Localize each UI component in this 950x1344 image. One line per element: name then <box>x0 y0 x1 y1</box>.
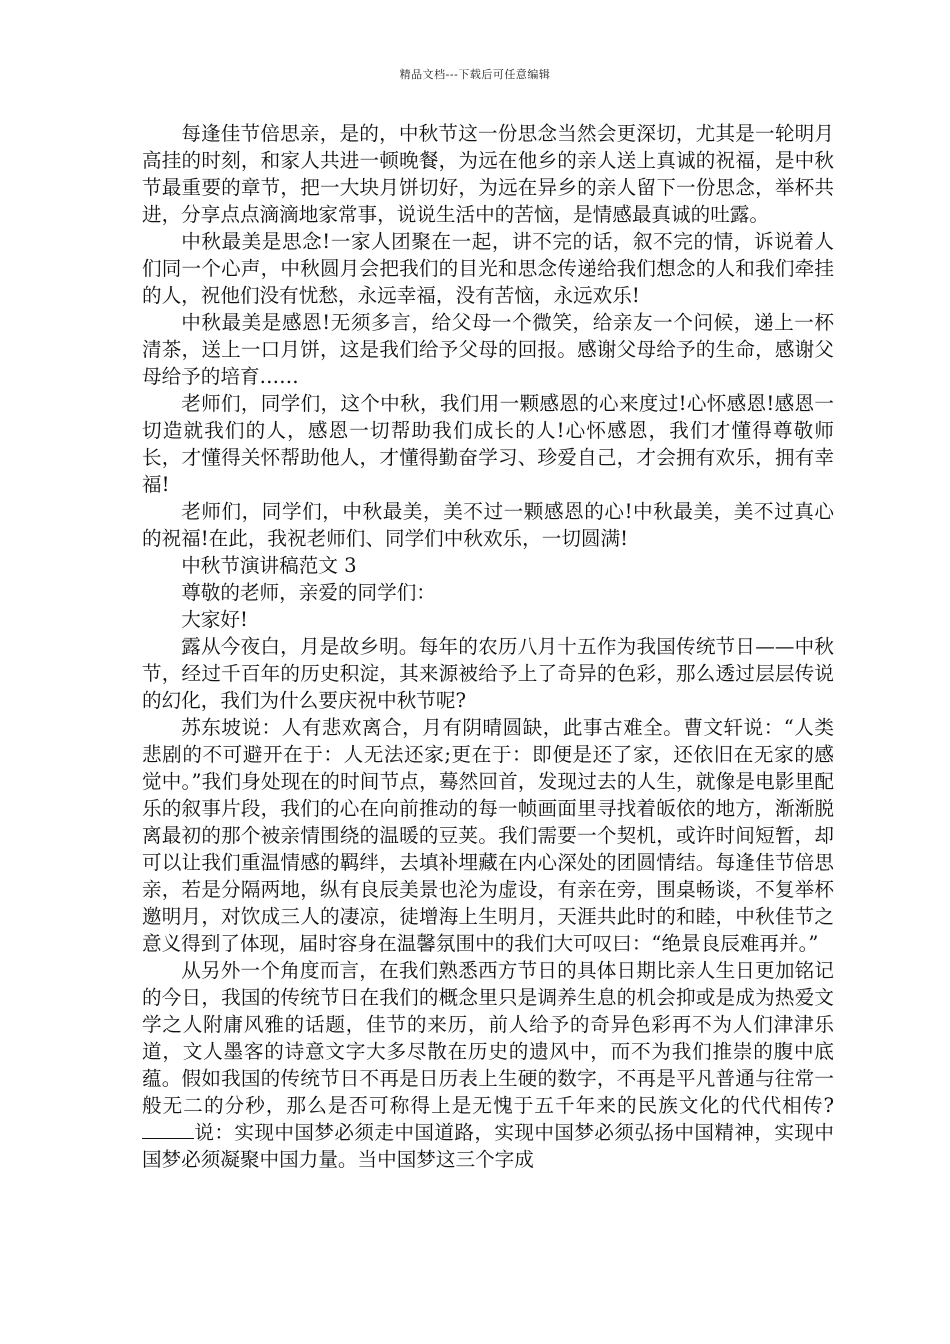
paragraph: 老师们，同学们，这个中秋，我们用一颗感恩的心来度过!心怀感恩!感恩一切造就我们的人，感恩一切帮助我们成长的人!心怀感恩，我们才懂得尊敬师长，才懂得关怀帮助他人，才懂得勤奋学习、珍爱自己，才会拥有欢乐，拥有幸福! <box>142 392 834 496</box>
page-header: 精品文档---下载后可任意编辑 <box>399 68 551 81</box>
paragraph: 苏东坡说：人有悲欢离合，月有阴晴圆缺，此事古难全。曹文轩说：“人类悲剧的不可避开在于：人无法还家;更在于：即便是还了家，还依旧在无家的感觉中。”我们身处现在的时间节点，蓦然回首，发现过去的人生，就像是电影里配乐的叙事片段，我们的心在向前推动的每一帧画面里寻找着皈依的地方，渐渐脱离最初的那个被亲情围绕的温暖的豆荚。我们需要一个契机，或许时间短暂，却可以让我们重温情感的羁绊，去填补埋藏在内心深处的团圆情结。每逢佳节倍思亲，若是分隔两地，纵有良辰美景也沦为虚设，有亲在旁，围桌畅谈，不复举杯邀明月，对饮成三人的凄凉，徒增海上生明月，天涯共此时的和睦，中秋佳节之意义得到了体现，届时容身在温馨氛围中的我们大可叹曰：“绝景良辰难再并。” <box>142 716 834 955</box>
section-title: 中秋节演讲稿范文 3 <box>181 554 357 577</box>
paragraph-text: 从另外一个角度而言，在我们熟悉西方节日的具体日期比亲人生日更加铭记的今日，我国的传统节日在我们的概念里只是调养生息的机会抑或是成为热爱文学之人附庸风雅的话题，佳节的来历，前人给予的奇异色彩再不为人们津津乐道，文人墨客的诗意文字大多尽散在历史的遗风中，而不为我们推崇的腹中底蕴。假如我国的传统节日不再是日历表上生硬的数字，不再是平凡普通与往常一般无二的分秒，那么是否可称得上是无愧于五千年来的民族文化的代代相传? <box>142 959 834 1117</box>
paragraph: 每逢佳节倍思亲，是的，中秋节这一份思念当然会更深切，尤其是一轮明月高挂的时刻，和家人共进一顿晚餐，为远在他乡的亲人送上真诚的祝福，是中秋节最重要的章节，把一大块月饼切好，为远在异乡的亲人留下一份思念，举杯共进，分享点点滴滴地家常事，说说生活中的苦恼，是情感最真诚的吐露。 <box>142 122 834 226</box>
paragraph: 老师们，同学们，中秋最美，美不过一颗感恩的心!中秋最美，美不过真心的祝福!在此，我祝老师们、同学们中秋欢乐，一切圆满! <box>142 500 834 550</box>
document-body <box>142 120 834 1173</box>
paragraph: 中秋最美是感恩!无须多言，给父母一个微笑，给亲友一个问候，递上一杯清茶，送上一口月饼，这是我们给予父母的回报。感谢父母给予的生命，感谢父母给予的培育…… <box>142 311 834 388</box>
paragraph: 露从今夜白，月是故乡明。每年的农历八月十五作为我国传统节日——中秋节，经过千百年的历史积淀，其来源被给予上了奇异的色彩，那么透过层层传说的幻化，我们为什么要庆祝中秋节呢? <box>142 635 834 712</box>
paragraph <box>142 957 834 1173</box>
salutation: 尊敬的老师，亲爱的同学们： <box>181 581 436 604</box>
paragraph-text: 说：实现中国梦必须走中国道路，实现中国梦必须弘扬中国精神，实现中国梦必须凝聚中国力量。当中国梦这三个字成 <box>142 1121 834 1171</box>
paragraph: 中秋最美是思念!一家人团聚在一起，讲不完的话，叙不完的情，诉说着人们同一个心声，中秋圆月会把我们的目光和思念传递给我们想念的人和我们牵挂的人，祝他们没有忧愁，永远幸福，没有苦恼，永远欢乐! <box>142 230 834 307</box>
blank-underline <box>142 1120 194 1139</box>
greeting: 大家好! <box>181 608 248 631</box>
